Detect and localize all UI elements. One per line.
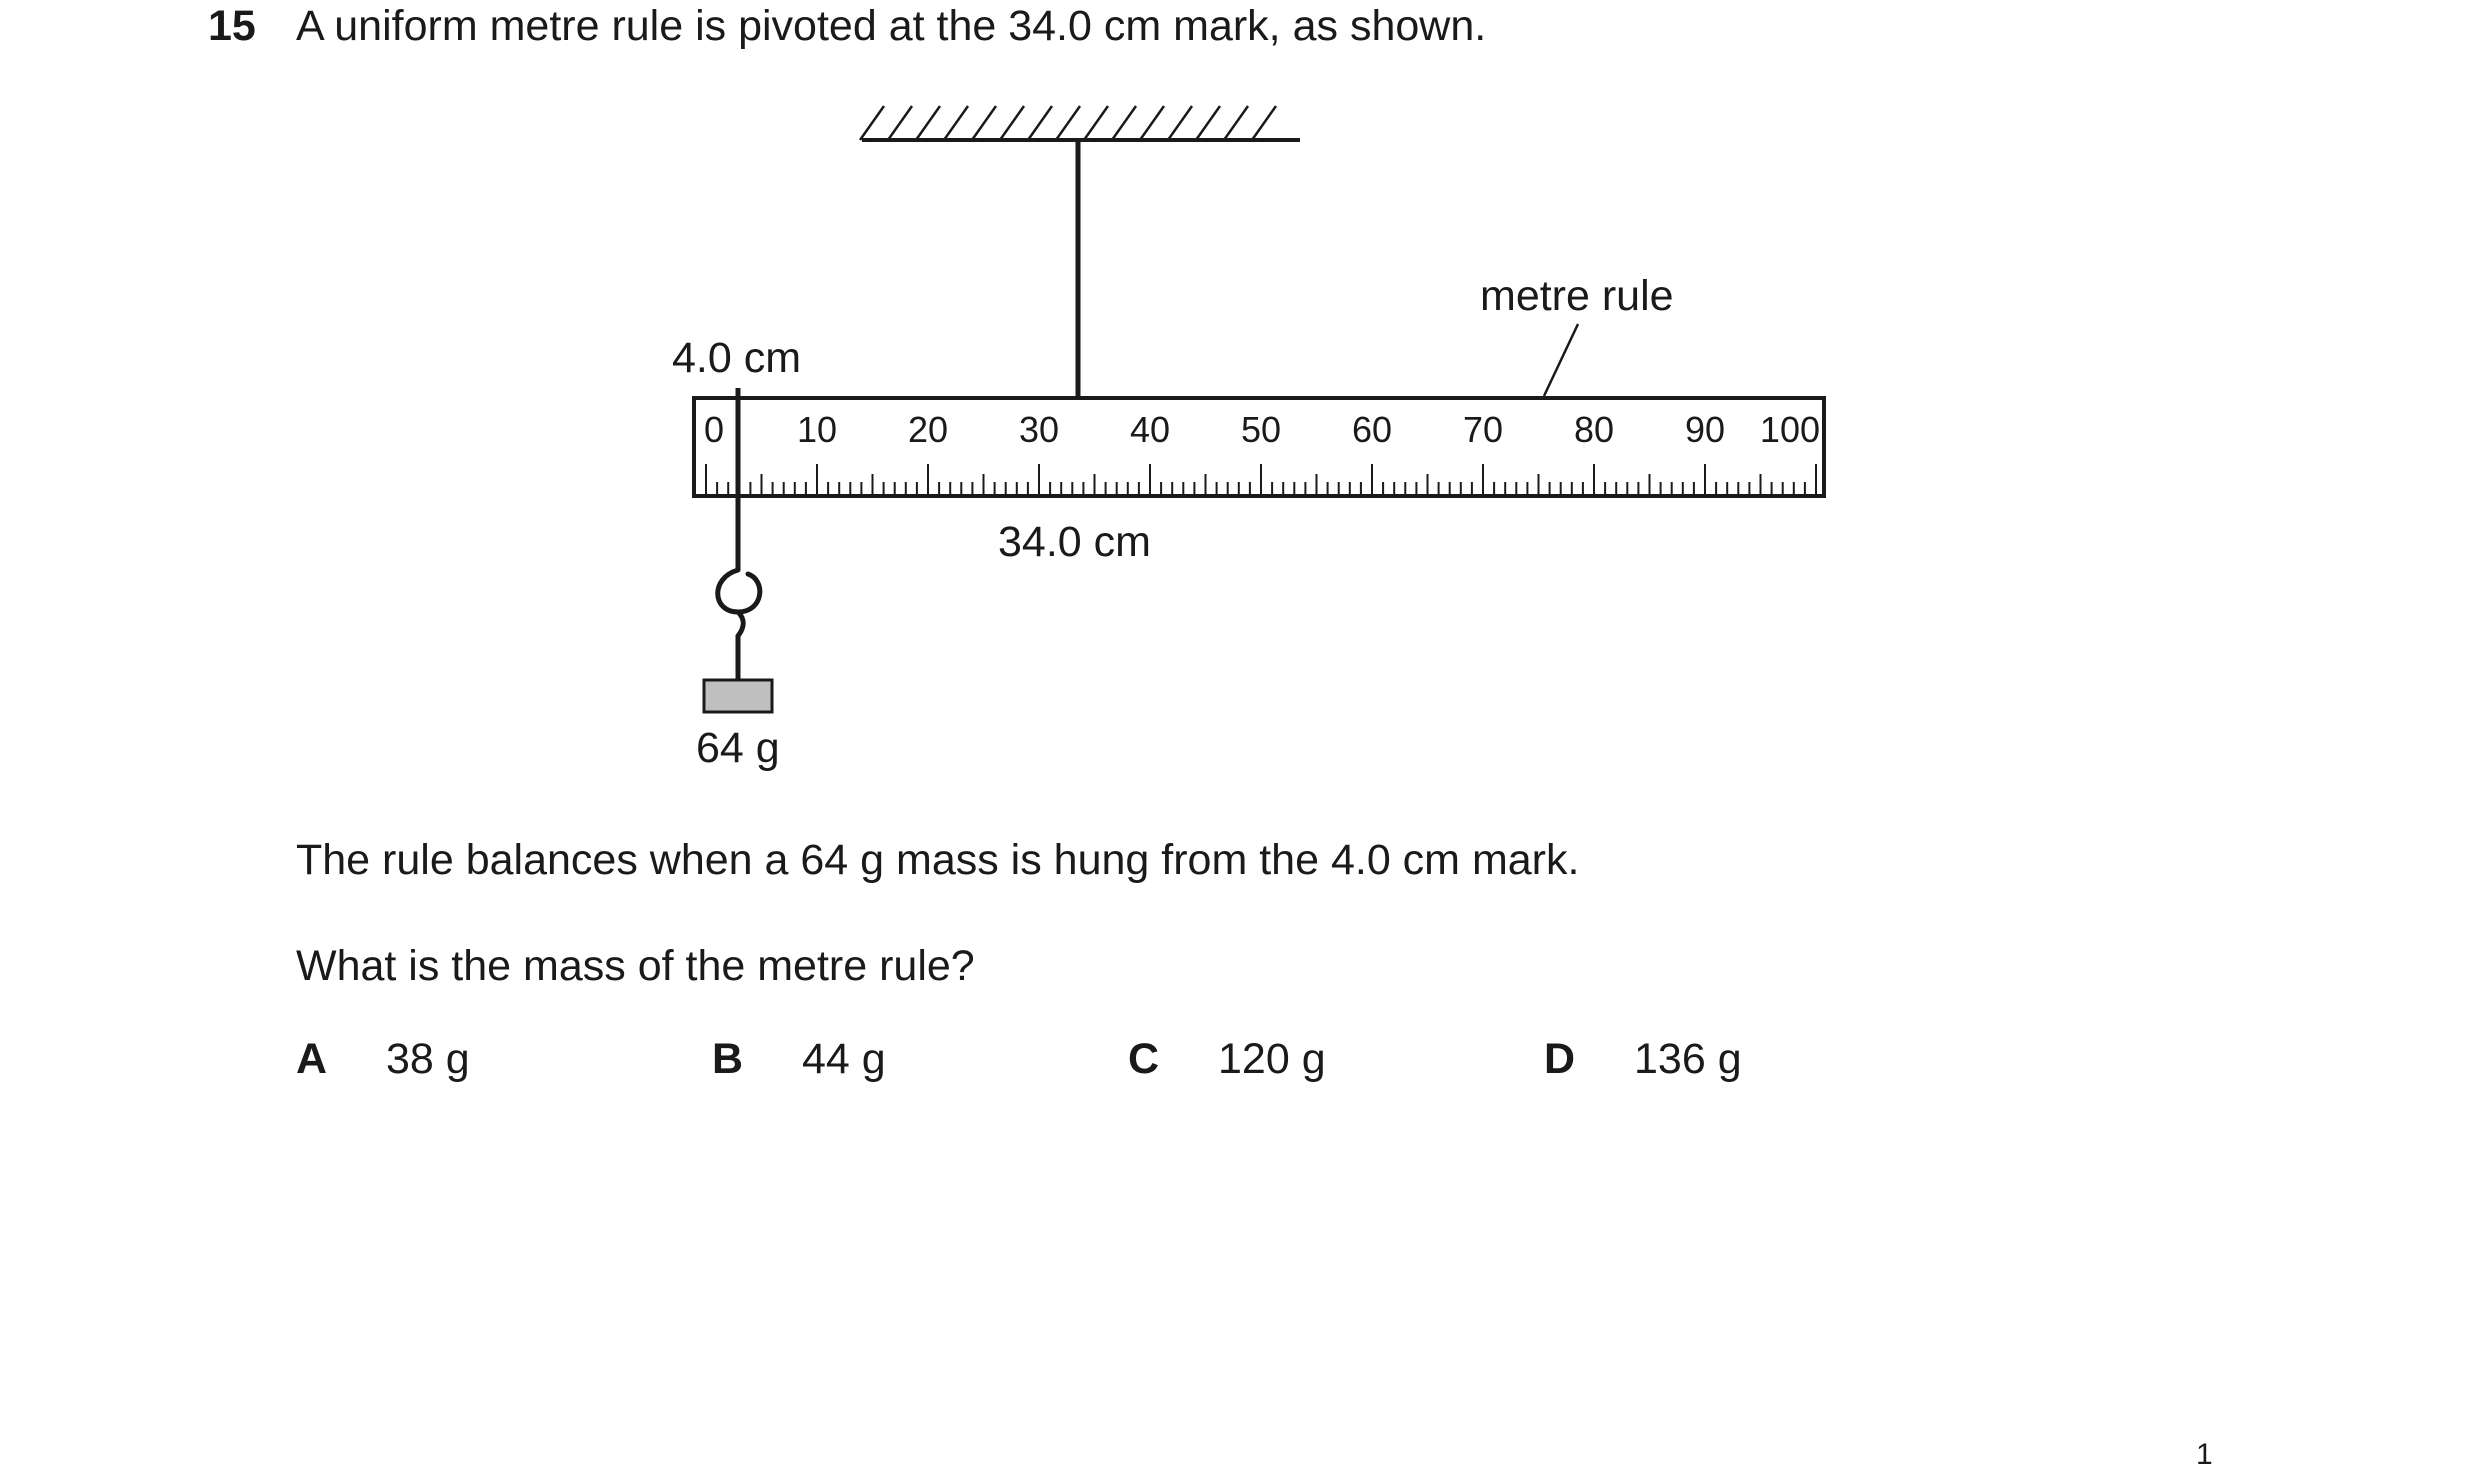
hatch-line [1168, 106, 1192, 140]
option-letter: A [296, 1035, 328, 1083]
option-value: 38 g [386, 1035, 470, 1083]
option-value: 136 g [1634, 1035, 1742, 1083]
pivot-position-label: 34.0 cm [998, 518, 1151, 566]
scale-number: 0 [704, 409, 725, 450]
scale-number: 20 [907, 409, 949, 450]
option-c[interactable] [1128, 1033, 1326, 1085]
scale-number: 90 [1684, 409, 1726, 450]
option-a[interactable] [296, 1033, 470, 1085]
hatch-line [916, 106, 940, 140]
hatch-line [972, 106, 996, 140]
metre-rule-label: metre rule [1480, 272, 1674, 320]
hatch-line [1252, 106, 1276, 140]
option-letter: B [712, 1035, 744, 1083]
hatch-line [1224, 106, 1248, 140]
mass-label: 64 g [696, 724, 780, 772]
scale-number: 40 [1129, 409, 1171, 450]
prompt-text: What is the mass of the metre rule? [296, 942, 975, 990]
hatch-line [888, 106, 912, 140]
statement-text: The rule balances when a 64 g mass is hung from the 4.0 cm mark. [296, 836, 1580, 884]
hatch-line [860, 106, 884, 140]
scale-number: 80 [1573, 409, 1615, 450]
scale-number: 50 [1240, 409, 1282, 450]
option-value: 120 g [1218, 1035, 1326, 1083]
mass-position-label: 4.0 cm [672, 334, 802, 382]
metre-rule-leader [1544, 324, 1578, 396]
question-text: A uniform metre rule is pivoted at the 34.0 cm mark, as shown. [296, 2, 1487, 50]
option-b[interactable] [712, 1033, 886, 1085]
option-letter: C [1128, 1035, 1160, 1083]
scale-number: 70 [1462, 409, 1504, 450]
hatch-line [1196, 106, 1220, 140]
hatch-line [1140, 106, 1164, 140]
hatch-line [1000, 106, 1024, 140]
scale-number: 30 [1018, 409, 1060, 450]
scale-number: 100 [1759, 409, 1820, 450]
option-letter: D [1544, 1035, 1576, 1083]
option-d[interactable] [1544, 1033, 1742, 1085]
scale-number: 10 [796, 409, 838, 450]
hook-icon [718, 570, 760, 680]
question-number: 15 [208, 2, 256, 50]
hatch-line [1112, 106, 1136, 140]
hatch-line [1084, 106, 1108, 140]
hatch-line [1056, 106, 1080, 140]
ceiling-support [860, 106, 1276, 140]
option-value: 44 g [802, 1035, 886, 1083]
hatch-line [1028, 106, 1052, 140]
scale-number: 60 [1351, 409, 1393, 450]
page-footer-mark: 1 [2196, 1438, 2213, 1471]
mass-block [704, 680, 772, 712]
hatch-line [944, 106, 968, 140]
